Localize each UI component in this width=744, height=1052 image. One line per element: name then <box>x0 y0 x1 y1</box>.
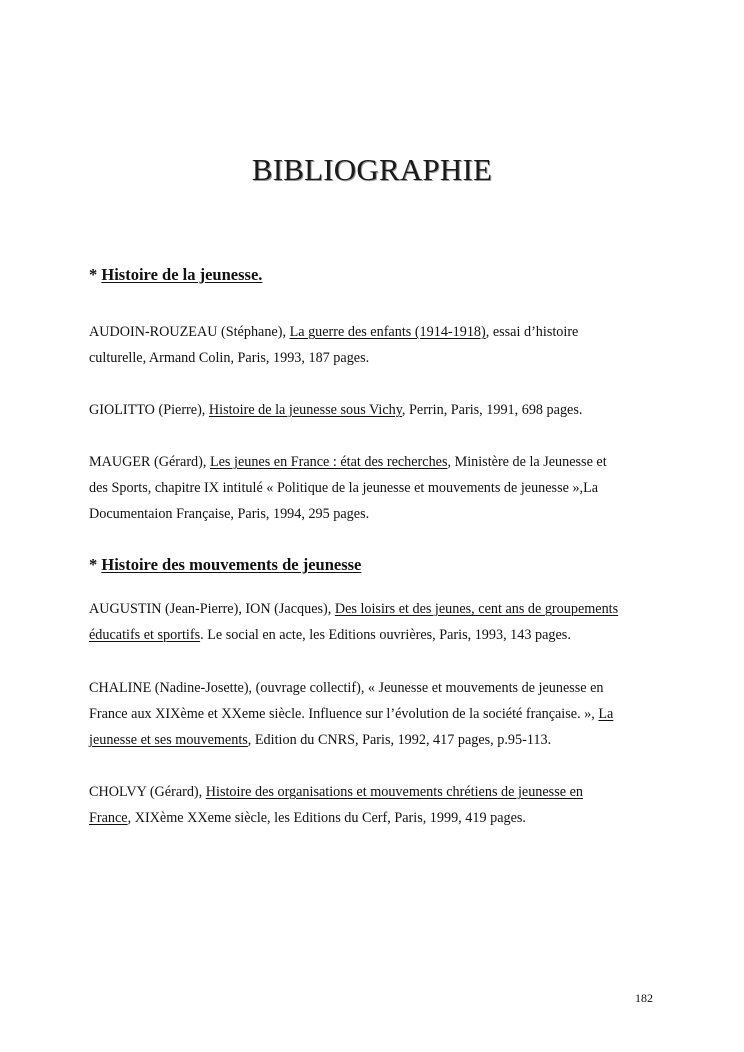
entry-line <box>89 501 669 527</box>
entry-title: Des loisirs et des jeunes, cent ans de groupements <box>334 601 619 617</box>
section-heading-histoire-jeunesse <box>89 265 262 285</box>
bibliography-entry-mauger <box>89 449 669 527</box>
entry-line <box>89 805 669 831</box>
entry-line <box>89 345 669 371</box>
entry-title: La guerre des enfants (1914-1918) <box>289 324 486 340</box>
entry-title: Histoire des organisations et mouvements chrétiens de jeunesse en <box>205 784 583 800</box>
entry-text: MAUGER (Gérard), <box>89 454 210 470</box>
entry-text: , Perrin, Paris, 1991, 698 pages. <box>401 402 583 418</box>
entry-line <box>89 449 669 475</box>
page-title: BIBLIOGRAPHIE <box>251 152 493 187</box>
entry-title: Les jeunes en France : état des recherches <box>209 454 448 470</box>
entry-title: La <box>598 706 614 722</box>
entry-line <box>89 397 669 423</box>
section-marker: * <box>89 265 102 284</box>
entry-text: , XIXème XXeme siècle, les Editions du Cerf, Paris, 1999, 419 pages. <box>127 810 526 826</box>
entry-line <box>89 727 669 753</box>
entry-text: Documentaion Française, Paris, 1994, 295 pages. <box>89 506 370 522</box>
entry-line <box>89 319 669 345</box>
entry-text: , essai d’histoire <box>485 324 579 340</box>
entry-line <box>89 779 669 805</box>
entry-text: culturelle, Armand Colin, Paris, 1993, 187 pages. <box>89 350 370 366</box>
bibliography-entry-chaline <box>89 675 669 753</box>
bibliography-entry-augustin <box>89 596 669 648</box>
entry-text: GIOLITTO (Pierre), <box>89 402 209 418</box>
section-heading-mouvements-jeunesse <box>89 555 361 575</box>
entry-text: . Le social en acte, les Editions ouvrières, Paris, 1993, 143 pages. <box>200 627 571 643</box>
entry-text: CHALINE (Nadine-Josette), (ouvrage collectif), « Jeunesse et mouvements de jeunesse en <box>89 680 604 696</box>
section-heading-text: Histoire des mouvements de jeunesse <box>101 555 362 574</box>
entry-text: CHOLVY (Gérard), <box>89 784 206 800</box>
entry-text: , Ministère de la Jeunesse et <box>447 454 607 470</box>
entry-title: éducatifs et sportifs <box>89 627 201 643</box>
entry-title: jeunesse et ses mouvements <box>89 732 248 748</box>
section-marker: * <box>89 555 102 574</box>
bibliography-entry-audoin-rouzeau <box>89 319 669 371</box>
bibliography-entry-cholvy <box>89 779 669 831</box>
entry-text: France aux XIXème et XXeme siècle. Influence sur l’évolution de la société française. », <box>89 706 599 722</box>
entry-line <box>89 475 669 501</box>
entry-text: AUDOIN-ROUZEAU (Stéphane), <box>89 324 290 340</box>
bibliography-entry-giolitto <box>89 397 669 423</box>
entry-line <box>89 622 669 648</box>
entry-title: France <box>89 810 128 826</box>
entry-line <box>89 701 669 727</box>
entry-title: Histoire de la jeunesse sous Vichy <box>208 402 402 418</box>
entry-text: des Sports, chapitre IX intitulé « Politique de la jeunesse et mouvements de jeunesse »,La <box>89 480 599 496</box>
entry-line <box>89 596 669 622</box>
section-heading-text: Histoire de la jeunesse. <box>101 265 263 284</box>
entry-line <box>89 675 669 701</box>
entry-text: , Edition du CNRS, Paris, 1992, 417 pages, p.95-113. <box>247 732 552 748</box>
page-number: 182 <box>635 991 653 1005</box>
entry-text: AUGUSTIN (Jean-Pierre), ION (Jacques), <box>89 601 335 617</box>
